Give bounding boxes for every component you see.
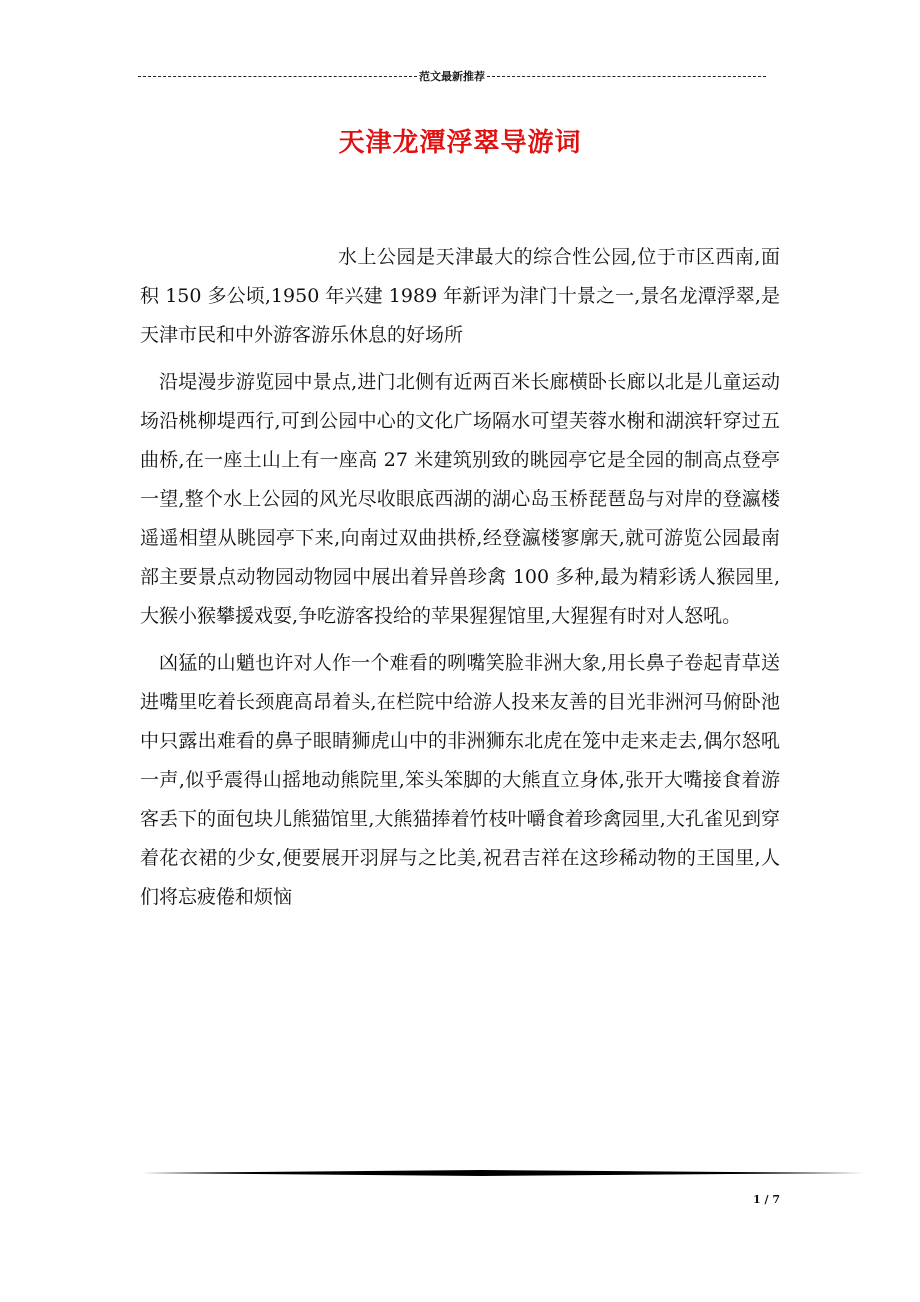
page-header	[138, 66, 766, 86]
document-title: 天津龙潭浮翠导游词	[338, 128, 582, 158]
header-label: 范文最新推荐	[419, 70, 485, 83]
header-dashes-left	[138, 76, 417, 77]
header-dashes-right	[487, 76, 766, 77]
footer-rule	[142, 1170, 864, 1176]
paragraph-1: 水上公园是天津最大的综合性公园,位于市区西南,面积 150 多公顷,1950 年兴建 1989 年新评为津门十景之一,景名龙潭浮翠,是天津市民和中外游客游乐休息的好场所	[140, 246, 780, 346]
paragraph-2: 沿堤漫步游览园中景点,进门北侧有近两百米长廊横卧长廊以北是儿童运动场沿桃柳堤西行,可到公园中心的文化广场隔水可望芙蓉水榭和湖滨轩穿过五曲桥,在一座土山上有一座高 27 米建筑别致的眺园亭它是全园的制高点登亭一望,整个水上公园的风光尽收眼底西湖的湖心岛玉桥琵琶岛与对岸的登瀛楼遥遥相望从眺园亭下来,向南过双曲拱桥,经登瀛楼寥廓天,就可游览公园最南部主要景点动物园动物园中展出着异兽珍禽 100 多种,最为精彩诱人猴园里,大猴小猴攀援戏耍,争吃游客投给的苹果猩猩馆里,大猩猩有时对人怒吼。	[140, 371, 780, 627]
page-number: 1 / 7	[753, 1193, 780, 1206]
paragraph-3: 凶猛的山魈也许对人作一个难看的咧嘴笑脸非洲大象,用长鼻子卷起青草送进嘴里吃着长颈鹿高昂着头,在栏院中给游人投来友善的目光非洲河马俯卧池中只露出难看的鼻子眼睛狮虎山中的非洲狮东北虎在笼中走来走去,偶尔怒吼一声,似乎震得山摇地动熊院里,笨头笨脚的大熊直立身体,张开大嘴接食着游客丢下的面包块儿熊猫馆里,大熊猫捧着竹枝叶嚼食着珍禽园里,大孔雀见到穿着花衣裙的少女,便要展开羽屏与之比美,祝君吉祥在这珍稀动物的王国里,人们将忘疲倦和烦恼	[140, 652, 780, 908]
document-body	[140, 238, 780, 925]
footer-rule-graphic	[142, 1170, 864, 1176]
